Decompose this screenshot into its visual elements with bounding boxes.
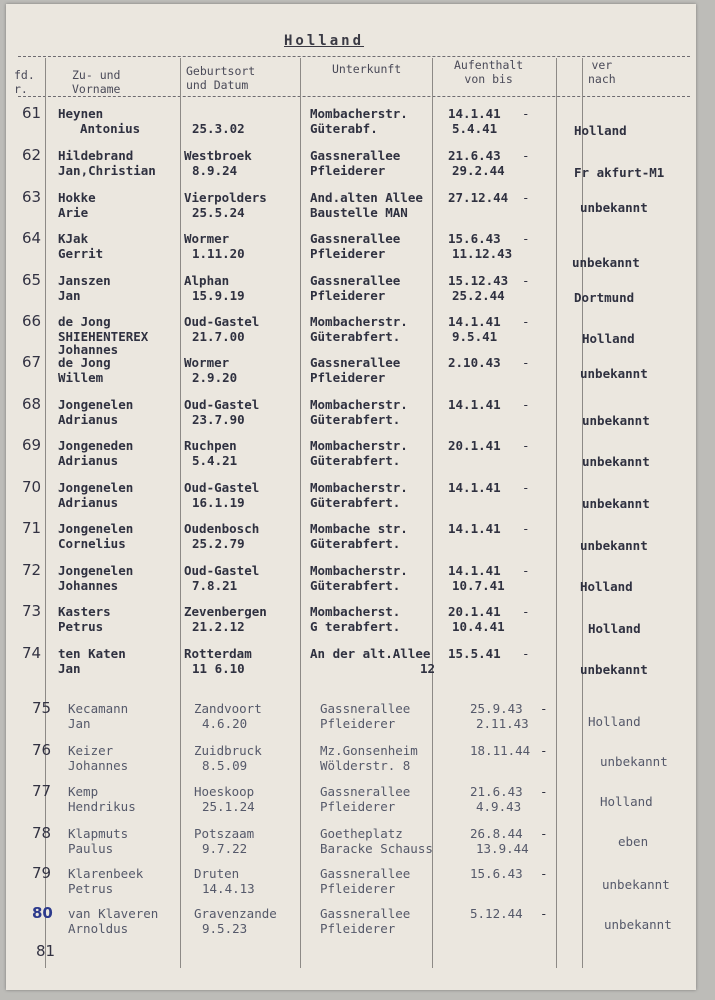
stay-from: 21.6.43 [448, 148, 501, 163]
birthplace: Oud-Gastel [184, 563, 260, 578]
lodging-line-1: Mombacherstr. [310, 314, 408, 329]
lodging-line-2: Güterabfert. [310, 453, 401, 468]
lodging-line-2: Pfleiderer [310, 370, 386, 385]
lodging-line-1: Mombache str. [310, 521, 408, 536]
surname: Kemp [68, 784, 99, 799]
destination: unbekannt [582, 496, 650, 511]
row-number: 67 [22, 353, 42, 371]
stay-from: 15.5.41 [448, 646, 501, 661]
birthplace: Ruchpen [184, 438, 237, 453]
given-name: Adrianus [58, 412, 119, 427]
destination: unbekannt [580, 200, 648, 215]
destination: unbekannt [604, 917, 672, 932]
lodging-line-2: Pfleiderer [320, 799, 396, 814]
surname: de Jong [58, 355, 111, 370]
lodging-line-1: Gassnerallee [320, 866, 411, 881]
row-number: 61 [22, 104, 42, 122]
birth-date: 5.4.21 [192, 453, 238, 468]
range-dash: - [540, 826, 548, 841]
lodging-line-1: Mombacherstr. [310, 397, 408, 412]
destination: unbekannt [572, 255, 640, 270]
header-stay: Aufenthalt von bis [454, 58, 524, 86]
surname: Jongenelen [58, 480, 134, 495]
range-dash: - [522, 148, 530, 163]
stay-to: 10.4.41 [452, 619, 505, 634]
stay-from: 25.9.43 [470, 701, 523, 716]
birthplace: Westbroek [184, 148, 252, 163]
birthplace: Oud-Gastel [184, 480, 260, 495]
birthplace: Alphan [184, 273, 230, 288]
destination: Holland [600, 794, 653, 809]
birthplace: Oud-Gastel [184, 397, 260, 412]
stay-to: 9.5.41 [452, 329, 498, 344]
stay-from: 14.1.41 [448, 563, 501, 578]
lodging-line-1: Mombacherstr. [310, 438, 408, 453]
row-number: 71 [22, 519, 42, 537]
birth-date: 14.4.13 [202, 881, 255, 896]
destination: unbekannt [582, 413, 650, 428]
stay-from: 20.1.41 [448, 604, 501, 619]
lodging-line-1: Gassnerallee [310, 273, 401, 288]
given-name: Johannes [58, 578, 119, 593]
header-top-rule [18, 56, 690, 57]
stay-to: 29.2.44 [452, 163, 505, 178]
stay-from: 15.6.43 [448, 231, 501, 246]
surname: Kasters [58, 604, 111, 619]
birthplace: Hoeskoop [194, 784, 255, 799]
range-dash: - [522, 438, 530, 453]
header-name: Zu- und Vorname [72, 68, 121, 96]
stay-from: 14.1.41 [448, 480, 501, 495]
range-dash: - [522, 521, 530, 536]
lodging-line-2: Baustelle MAN [310, 205, 408, 220]
stay-to: 11.12.43 [452, 246, 513, 261]
destination: Dortmund [574, 290, 635, 305]
birthplace: Oudenbosch [184, 521, 260, 536]
birth-date: 25.2.79 [192, 536, 245, 551]
given-name: Arie [58, 205, 89, 220]
lodging-line-2: Pfleiderer [310, 163, 386, 178]
birth-date: 25.5.24 [192, 205, 245, 220]
range-dash: - [540, 866, 548, 881]
lodging-line-2: Pfleiderer [310, 288, 386, 303]
stay-from: 14.1.41 [448, 397, 501, 412]
stay-from: 27.12.44 [448, 190, 509, 205]
column-rule [300, 58, 301, 968]
stay-from: 14.1.41 [448, 106, 501, 121]
page-title: Holland [284, 33, 365, 49]
destination: eben [618, 834, 649, 849]
header-lodging: Unterkunft [332, 62, 402, 76]
stay-from: 2.10.43 [448, 355, 501, 370]
lodging-line-2: G terabfert. [310, 619, 401, 634]
footer-row-number: 81 [36, 942, 56, 960]
lodging-line-1: Mz.Gonsenheim [320, 743, 418, 758]
range-dash: - [522, 190, 530, 205]
birthplace: Druten [194, 866, 240, 881]
lodging-line-1: Mombacherstr. [310, 563, 408, 578]
lodging-line-2: Pfleiderer [320, 881, 396, 896]
stay-from: 15.6.43 [470, 866, 523, 881]
given-name: Hendrikus [68, 799, 136, 814]
lodging-line-2: Güterabf. [310, 121, 378, 136]
lodging-line-2: Pfleiderer [310, 246, 386, 261]
destination: unbekannt [580, 366, 648, 381]
row-number: 68 [22, 395, 42, 413]
stay-to: 13.9.44 [476, 841, 529, 856]
lodging-line-2: 12 [420, 661, 436, 676]
lodging-line-1: Gassnerallee [310, 148, 401, 163]
stay-from: 20.1.41 [448, 438, 501, 453]
stay-from: 18.11.44 [470, 743, 531, 758]
surname: Jongenelen [58, 521, 134, 536]
column-rule [432, 58, 433, 968]
destination: Holland [580, 579, 633, 594]
range-dash: - [522, 604, 530, 619]
lodging-line-1: Mombacherstr. [310, 480, 408, 495]
given-name: Willem [58, 370, 104, 385]
lodging-line-1: Gassnerallee [320, 906, 411, 921]
column-rule [180, 58, 181, 968]
stay-to: 5.4.41 [452, 121, 498, 136]
lodging-line-1: Gassnerallee [320, 701, 411, 716]
birth-date: 9.5.23 [202, 921, 248, 936]
destination: unbekannt [602, 877, 670, 892]
row-number: 73 [22, 602, 42, 620]
range-dash: - [540, 784, 548, 799]
surname: de Jong [58, 314, 111, 329]
given-name: Johannes [58, 342, 119, 357]
range-dash: - [540, 701, 548, 716]
stay-to: 4.9.43 [476, 799, 522, 814]
destination: Holland [574, 123, 627, 138]
row-number: 62 [22, 146, 42, 164]
destination: unbekannt [580, 538, 648, 553]
lodging-line-2: Pfleiderer [320, 716, 396, 731]
range-dash: - [522, 563, 530, 578]
range-dash: - [522, 355, 530, 370]
birthplace: Zuidbruck [194, 743, 262, 758]
row-number: 65 [22, 271, 42, 289]
birth-date: 25.3.02 [192, 121, 245, 136]
row-number: 78 [32, 824, 52, 842]
birth-date: 15.9.19 [192, 288, 245, 303]
column-rule [582, 58, 583, 968]
surname: van Klaveren [68, 906, 159, 921]
surname: Jongenelen [58, 397, 134, 412]
lodging-line-1: An der alt.Allee [310, 646, 431, 661]
lodging-line-1: Mombacherst. [310, 604, 401, 619]
range-dash: - [540, 906, 548, 921]
lodging-line-1: And.alten Allee [310, 190, 423, 205]
destination: unbekannt [600, 754, 668, 769]
birthplace: Wormer [184, 231, 230, 246]
birthplace: Gravenzande [194, 906, 277, 921]
row-number: 76 [32, 741, 52, 759]
given-name: Jan [68, 716, 91, 731]
birth-date: 25.1.24 [202, 799, 255, 814]
range-dash: - [540, 743, 548, 758]
birthplace: Oud-Gastel [184, 314, 260, 329]
birth-date: 7.8.21 [192, 578, 238, 593]
lodging-line-1: Gassnerallee [320, 784, 411, 799]
row-number: 75 [32, 699, 52, 717]
header-birth: Geburtsort und Datum [186, 64, 256, 92]
given-name: Petrus [68, 881, 114, 896]
given-name: Adrianus [58, 495, 119, 510]
given-name: Gerrit [58, 246, 104, 261]
birth-date: 21.7.00 [192, 329, 245, 344]
lodging-line-2: Wölderstr. 8 [320, 758, 411, 773]
surname: Klapmuts [68, 826, 129, 841]
row-number: 74 [22, 644, 42, 662]
range-dash: - [522, 106, 530, 121]
surname: Jongeneden [58, 438, 134, 453]
surname: Hildebrand [58, 148, 134, 163]
given-name: Paulus [68, 841, 114, 856]
destination: Fr akfurt-M1 [574, 165, 665, 180]
given-name: Adrianus [58, 453, 119, 468]
lodging-line-2: Baracke Schauss [320, 841, 433, 856]
birth-date: 11 6.10 [192, 661, 245, 676]
stay-to: 10.7.41 [452, 578, 505, 593]
surname: ten Katen [58, 646, 126, 661]
lodging-line-1: Mombacherstr. [310, 106, 408, 121]
stay-from: 26.8.44 [470, 826, 523, 841]
stay-to: 2.11.43 [476, 716, 529, 731]
lodging-line-1: Gassnerallee [310, 355, 401, 370]
given-name: Jan [58, 661, 81, 676]
stay-from: 14.1.41 [448, 521, 501, 536]
surname: Heynen [58, 106, 104, 121]
destination: Holland [588, 621, 641, 636]
range-dash: - [522, 231, 530, 246]
birthplace: Wormer [184, 355, 230, 370]
surname: Keizer [68, 743, 114, 758]
stay-from: 5.12.44 [470, 906, 523, 921]
row-number: 72 [22, 561, 42, 579]
birth-date: 23.7.90 [192, 412, 245, 427]
surname: KJak [58, 231, 89, 246]
row-number: 69 [22, 436, 42, 454]
destination: unbekannt [582, 454, 650, 469]
range-dash: - [522, 273, 530, 288]
header-dest: ver nach [588, 58, 616, 86]
given-name: Johannes [68, 758, 129, 773]
birthplace: Zandvoort [194, 701, 262, 716]
lodging-line-2: Güterabfert. [310, 329, 401, 344]
given-name: Antonius [80, 121, 141, 136]
stay-from: 21.6.43 [470, 784, 523, 799]
stay-to: 25.2.44 [452, 288, 505, 303]
surname: Klarenbeek [68, 866, 144, 881]
destination: unbekannt [580, 662, 648, 677]
birthplace: Rotterdam [184, 646, 252, 661]
surname: Jongenelen [58, 563, 134, 578]
surname: Janszen [58, 273, 111, 288]
birth-date: 1.11.20 [192, 246, 245, 261]
birthplace: Potszaam [194, 826, 255, 841]
lodging-line-2: Pfleiderer [320, 921, 396, 936]
birth-date: 8.9.24 [192, 163, 238, 178]
stay-from: 15.12.43 [448, 273, 509, 288]
lodging-line-2: Güterabfert. [310, 495, 401, 510]
row-number: 80 [32, 904, 53, 922]
given-name: Jan [58, 288, 81, 303]
row-number: 77 [32, 782, 52, 800]
row-number: 64 [22, 229, 42, 247]
birth-date: 4.6.20 [202, 716, 248, 731]
surname: Hokke [58, 190, 96, 205]
birth-date: 9.7.22 [202, 841, 248, 856]
birth-date: 2.9.20 [192, 370, 238, 385]
lodging-line-1: Goetheplatz [320, 826, 403, 841]
birth-date: 16.1.19 [192, 495, 245, 510]
destination: Holland [582, 331, 635, 346]
row-number: 66 [22, 312, 42, 330]
given-name: Arnoldus [68, 921, 129, 936]
header-bottom-rule [18, 96, 690, 97]
given-name: Jan,Christian [58, 163, 156, 178]
row-number: 63 [22, 188, 42, 206]
birth-date: 8.5.09 [202, 758, 248, 773]
row-number: 79 [32, 864, 52, 882]
range-dash: - [522, 314, 530, 329]
stay-from: 14.1.41 [448, 314, 501, 329]
range-dash: - [522, 480, 530, 495]
surname: Kecamann [68, 701, 129, 716]
given-name: Cornelius [58, 536, 126, 551]
birthplace: Zevenbergen [184, 604, 267, 619]
given-name: Petrus [58, 619, 104, 634]
column-rule [556, 58, 557, 968]
header-nr: fd. r. [14, 68, 35, 96]
range-dash: - [522, 646, 530, 661]
lodging-line-1: Gassnerallee [310, 231, 401, 246]
lodging-line-2: Güterabfert. [310, 578, 401, 593]
range-dash: - [522, 397, 530, 412]
given-name: SHIEHENTEREX [58, 329, 149, 344]
lodging-line-2: Güterabfert. [310, 412, 401, 427]
row-number: 70 [22, 478, 42, 496]
lodging-line-2: Güterabfert. [310, 536, 401, 551]
destination: Holland [588, 714, 641, 729]
birth-date: 21.2.12 [192, 619, 245, 634]
birthplace: Vierpolders [184, 190, 267, 205]
